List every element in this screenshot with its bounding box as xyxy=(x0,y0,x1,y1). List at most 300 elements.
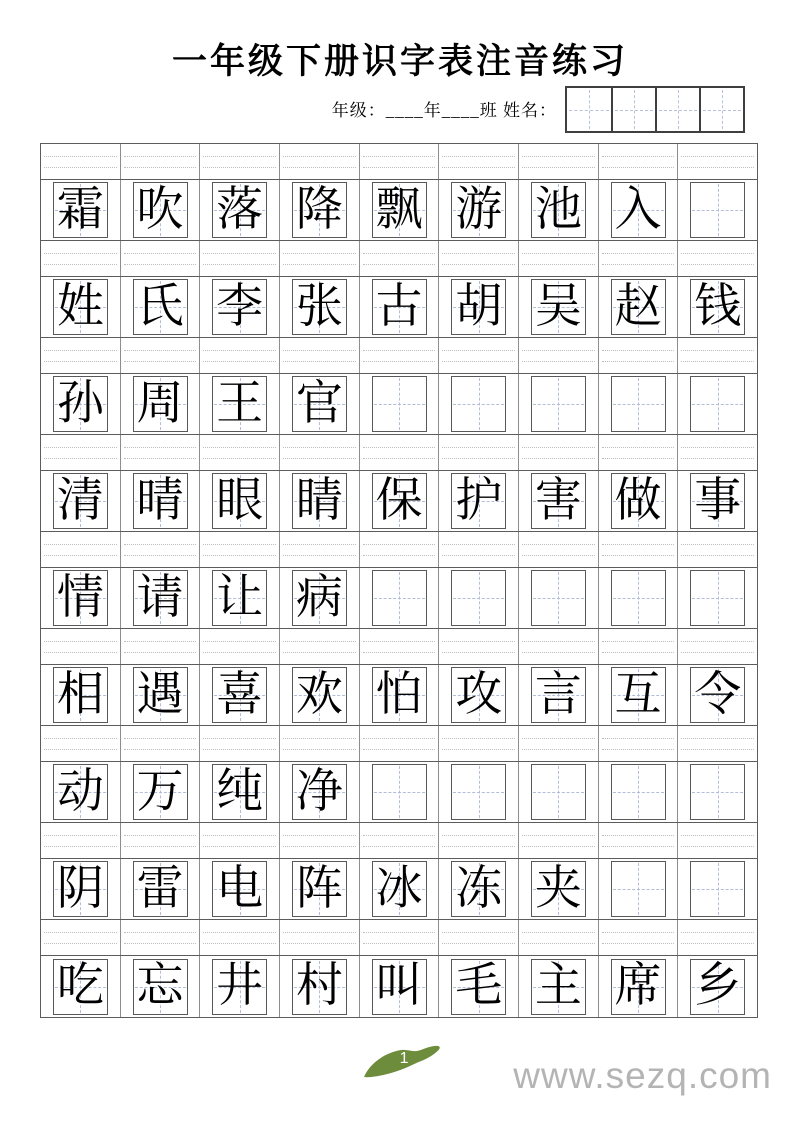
character-cell xyxy=(200,956,280,1017)
pinyin-row xyxy=(41,629,757,665)
tianzige-box xyxy=(372,959,427,1015)
character-glyph: 赵 xyxy=(614,280,662,333)
character-glyph: 主 xyxy=(534,960,582,1012)
character-glyph: 霜 xyxy=(56,183,104,236)
character-cell xyxy=(280,471,360,531)
pinyin-practice-cell xyxy=(200,823,280,858)
character-glyph: 令 xyxy=(694,668,742,721)
character-glyph: 孙 xyxy=(56,377,104,430)
tianzige-box xyxy=(133,959,188,1015)
character-glyph: 落 xyxy=(216,183,264,236)
tianzige-box xyxy=(53,570,108,626)
tianzige-box xyxy=(372,861,427,917)
character-cell xyxy=(280,568,360,628)
character-glyph: 冻 xyxy=(455,862,503,915)
tianzige-box xyxy=(292,570,347,626)
character-glyph: 池 xyxy=(534,183,582,236)
pinyin-practice-cell xyxy=(41,823,121,858)
pinyin-practice-cell xyxy=(519,338,599,373)
character-glyph: 净 xyxy=(295,765,343,818)
pinyin-practice-cell xyxy=(439,435,519,470)
character-glyph: 飘 xyxy=(375,183,423,236)
character-glyph: 遇 xyxy=(136,668,184,721)
tianzige-box xyxy=(212,182,267,238)
character-cell xyxy=(439,762,519,822)
page-title: 一年级下册识字表注音练习 xyxy=(171,42,628,81)
pinyin-practice-cell xyxy=(41,726,121,761)
character-cell xyxy=(599,374,679,434)
character-cell xyxy=(41,859,121,919)
pinyin-row xyxy=(41,532,757,568)
pinyin-practice-cell xyxy=(678,532,757,567)
character-cell xyxy=(678,568,757,628)
character-glyph: 李 xyxy=(216,280,264,333)
tianzige-box xyxy=(212,376,267,432)
pinyin-practice-cell xyxy=(41,629,121,664)
pinyin-practice-cell xyxy=(439,144,519,179)
character-glyph: 眼 xyxy=(216,474,264,527)
character-row xyxy=(41,277,757,338)
pinyin-practice-cell xyxy=(360,338,440,373)
character-cell xyxy=(280,665,360,725)
character-glyph: 王 xyxy=(216,377,264,430)
character-glyph: 晴 xyxy=(136,474,184,527)
character-cell xyxy=(678,665,757,725)
pinyin-practice-cell xyxy=(280,726,360,761)
character-cell xyxy=(360,956,440,1017)
pinyin-practice-cell xyxy=(519,726,599,761)
pinyin-practice-cell xyxy=(439,338,519,373)
pinyin-practice-cell xyxy=(200,435,280,470)
character-cell xyxy=(280,859,360,919)
character-glyph: 吃 xyxy=(56,960,104,1012)
character-cell xyxy=(121,471,201,531)
pinyin-practice-cell xyxy=(439,920,519,955)
character-glyph: 降 xyxy=(295,183,343,236)
pinyin-practice-cell xyxy=(439,241,519,276)
character-cell xyxy=(678,277,757,337)
character-cell xyxy=(360,568,440,628)
pinyin-row xyxy=(41,144,757,180)
pinyin-practice-cell xyxy=(121,532,201,567)
character-glyph: 害 xyxy=(534,474,582,527)
pinyin-row xyxy=(41,435,757,471)
pinyin-practice-cell xyxy=(439,726,519,761)
character-glyph: 雷 xyxy=(136,862,184,915)
pinyin-practice-cell xyxy=(121,241,201,276)
tianzige-box xyxy=(53,473,108,529)
pinyin-practice-cell xyxy=(121,435,201,470)
pinyin-practice-cell xyxy=(519,629,599,664)
pinyin-practice-cell xyxy=(280,920,360,955)
character-glyph: 怕 xyxy=(375,668,423,721)
tianzige-box xyxy=(292,182,347,238)
pinyin-practice-cell xyxy=(599,823,679,858)
character-glyph: 姓 xyxy=(56,280,104,333)
character-cell xyxy=(200,374,280,434)
character-glyph: 攻 xyxy=(455,668,503,721)
tianzige-box xyxy=(611,861,666,917)
name-character-box xyxy=(699,88,743,131)
tianzige-box xyxy=(212,473,267,529)
tianzige-box xyxy=(451,279,506,335)
pinyin-practice-cell xyxy=(599,435,679,470)
pinyin-practice-cell xyxy=(599,241,679,276)
tianzige-box xyxy=(292,376,347,432)
name-character-box xyxy=(567,88,611,131)
pinyin-practice-cell xyxy=(519,144,599,179)
pinyin-practice-cell xyxy=(200,338,280,373)
pinyin-practice-cell xyxy=(360,435,440,470)
pinyin-practice-cell xyxy=(599,532,679,567)
pinyin-practice-cell xyxy=(41,241,121,276)
tianzige-box xyxy=(372,667,427,723)
pinyin-practice-cell xyxy=(121,726,201,761)
character-cell xyxy=(41,665,121,725)
character-row xyxy=(41,859,757,920)
pinyin-practice-cell xyxy=(519,532,599,567)
character-cell xyxy=(200,859,280,919)
character-cell xyxy=(41,180,121,240)
character-glyph: 忘 xyxy=(136,960,184,1012)
pinyin-practice-cell xyxy=(678,241,757,276)
character-cell xyxy=(200,762,280,822)
tianzige-box xyxy=(53,667,108,723)
character-cell xyxy=(200,665,280,725)
character-glyph: 吹 xyxy=(136,183,184,236)
pinyin-practice-cell xyxy=(678,435,757,470)
pinyin-practice-cell xyxy=(360,920,440,955)
character-cell xyxy=(280,374,360,434)
character-cell xyxy=(439,471,519,531)
tianzige-box xyxy=(133,570,188,626)
name-character-box xyxy=(611,88,655,131)
tianzige-box xyxy=(531,959,586,1015)
tianzige-box xyxy=(690,376,745,432)
tianzige-box xyxy=(531,279,586,335)
tianzige-box xyxy=(133,279,188,335)
pinyin-practice-cell xyxy=(360,241,440,276)
pinyin-practice-cell xyxy=(599,338,679,373)
pinyin-row xyxy=(41,241,757,277)
pinyin-practice-cell xyxy=(200,144,280,179)
character-cell xyxy=(439,665,519,725)
character-cell xyxy=(41,374,121,434)
tianzige-box xyxy=(372,764,427,820)
pinyin-practice-cell xyxy=(439,629,519,664)
character-glyph: 古 xyxy=(375,280,423,333)
character-glyph: 乡 xyxy=(694,960,742,1012)
tianzige-box xyxy=(212,279,267,335)
character-glyph: 请 xyxy=(136,571,184,624)
tianzige-box xyxy=(531,764,586,820)
pinyin-practice-cell xyxy=(678,144,757,179)
pinyin-practice-cell xyxy=(200,629,280,664)
pinyin-practice-cell xyxy=(41,435,121,470)
character-glyph: 纯 xyxy=(216,765,264,818)
character-cell xyxy=(599,180,679,240)
character-cell xyxy=(121,277,201,337)
character-cell xyxy=(121,568,201,628)
pinyin-practice-cell xyxy=(678,726,757,761)
tianzige-box xyxy=(611,764,666,820)
pinyin-row xyxy=(41,823,757,859)
character-cell xyxy=(41,471,121,531)
student-info-row xyxy=(332,86,745,133)
tianzige-box xyxy=(690,667,745,723)
watermark: www.sezq.com xyxy=(513,1055,772,1096)
tianzige-box xyxy=(690,959,745,1015)
tianzige-box xyxy=(611,959,666,1015)
character-cell xyxy=(519,665,599,725)
pinyin-practice-cell xyxy=(200,920,280,955)
tianzige-box xyxy=(53,376,108,432)
character-row xyxy=(41,762,757,823)
pinyin-practice-cell xyxy=(360,532,440,567)
tianzige-box xyxy=(212,959,267,1015)
character-cell xyxy=(280,956,360,1017)
pinyin-practice-cell xyxy=(519,241,599,276)
tianzige-box xyxy=(292,861,347,917)
character-glyph: 井 xyxy=(216,960,264,1012)
tianzige-box xyxy=(531,570,586,626)
tianzige-box xyxy=(372,473,427,529)
tianzige-box xyxy=(212,667,267,723)
tianzige-box xyxy=(611,376,666,432)
character-cell xyxy=(41,568,121,628)
pinyin-practice-cell xyxy=(280,532,360,567)
character-glyph: 钱 xyxy=(694,280,742,333)
tianzige-box xyxy=(451,570,506,626)
pinyin-practice-cell xyxy=(678,823,757,858)
character-cell xyxy=(360,665,440,725)
character-cell xyxy=(519,374,599,434)
character-glyph: 动 xyxy=(56,765,104,818)
pinyin-practice-cell xyxy=(599,629,679,664)
tianzige-box xyxy=(690,182,745,238)
character-glyph: 入 xyxy=(614,183,662,236)
character-glyph: 毛 xyxy=(455,960,503,1012)
character-cell xyxy=(519,956,599,1017)
tianzige-box xyxy=(292,764,347,820)
pinyin-practice-cell xyxy=(121,144,201,179)
character-glyph: 清 xyxy=(56,474,104,527)
tianzige-box xyxy=(451,473,506,529)
character-cell xyxy=(121,665,201,725)
tianzige-box xyxy=(611,182,666,238)
character-row xyxy=(41,180,757,241)
pinyin-practice-cell xyxy=(41,532,121,567)
pinyin-practice-cell xyxy=(599,144,679,179)
character-glyph: 互 xyxy=(614,668,662,721)
tianzige-box xyxy=(53,959,108,1015)
tianzige-box xyxy=(531,473,586,529)
tianzige-box xyxy=(451,182,506,238)
character-cell xyxy=(41,277,121,337)
tianzige-box xyxy=(372,376,427,432)
pinyin-practice-cell xyxy=(599,920,679,955)
character-glyph: 言 xyxy=(534,668,582,721)
pinyin-practice-cell xyxy=(280,241,360,276)
pinyin-practice-cell xyxy=(519,920,599,955)
character-cell xyxy=(599,956,679,1017)
character-glyph: 让 xyxy=(216,571,264,624)
pinyin-practice-cell xyxy=(280,629,360,664)
character-cell xyxy=(439,374,519,434)
character-cell xyxy=(439,568,519,628)
character-glyph: 病 xyxy=(295,571,343,624)
tianzige-box xyxy=(690,279,745,335)
character-glyph: 氏 xyxy=(136,280,184,333)
character-cell xyxy=(280,180,360,240)
tianzige-box xyxy=(531,667,586,723)
character-glyph: 电 xyxy=(216,862,264,915)
pinyin-practice-cell xyxy=(280,823,360,858)
name-character-box xyxy=(655,88,699,131)
character-cell xyxy=(678,956,757,1017)
tianzige-box xyxy=(53,279,108,335)
character-glyph: 席 xyxy=(614,960,662,1012)
character-glyph: 阴 xyxy=(56,862,104,915)
pinyin-practice-cell xyxy=(519,435,599,470)
character-cell xyxy=(200,277,280,337)
pinyin-practice-cell xyxy=(360,629,440,664)
character-glyph: 夹 xyxy=(534,862,582,915)
tianzige-box xyxy=(372,279,427,335)
character-glyph: 胡 xyxy=(455,280,503,333)
tianzige-box xyxy=(531,861,586,917)
page-number-leaf xyxy=(361,1043,445,1081)
character-glyph: 村 xyxy=(295,960,343,1012)
tianzige-box xyxy=(372,182,427,238)
character-cell xyxy=(360,762,440,822)
character-row xyxy=(41,471,757,532)
pinyin-practice-cell xyxy=(280,338,360,373)
page-number: 1 xyxy=(399,1049,409,1067)
tianzige-box xyxy=(451,959,506,1015)
character-cell xyxy=(439,180,519,240)
pinyin-practice-cell xyxy=(678,338,757,373)
character-glyph: 睛 xyxy=(295,474,343,527)
tianzige-box xyxy=(133,764,188,820)
character-glyph: 叫 xyxy=(375,960,423,1012)
tianzige-box xyxy=(53,861,108,917)
character-cell xyxy=(519,859,599,919)
character-glyph: 相 xyxy=(56,668,104,721)
pinyin-practice-cell xyxy=(439,532,519,567)
character-cell xyxy=(439,859,519,919)
tianzige-box xyxy=(611,279,666,335)
character-row xyxy=(41,956,757,1017)
tianzige-box xyxy=(133,182,188,238)
character-cell xyxy=(360,859,440,919)
pinyin-practice-cell xyxy=(519,823,599,858)
character-cell xyxy=(360,374,440,434)
tianzige-box xyxy=(531,376,586,432)
tianzige-box xyxy=(611,473,666,529)
pinyin-practice-cell xyxy=(200,532,280,567)
character-cell xyxy=(599,471,679,531)
tianzige-box xyxy=(611,667,666,723)
character-cell xyxy=(280,762,360,822)
character-cell xyxy=(599,277,679,337)
character-cell xyxy=(519,471,599,531)
tianzige-box xyxy=(133,473,188,529)
character-glyph: 保 xyxy=(375,474,423,527)
pinyin-practice-cell xyxy=(200,241,280,276)
pinyin-practice-cell xyxy=(121,338,201,373)
tianzige-box xyxy=(690,764,745,820)
tianzige-box xyxy=(292,959,347,1015)
tianzige-box xyxy=(212,861,267,917)
character-cell xyxy=(439,277,519,337)
pinyin-practice-cell xyxy=(121,629,201,664)
tianzige-box xyxy=(690,570,745,626)
character-pinyin-practice-table xyxy=(40,143,758,1018)
character-glyph: 欢 xyxy=(295,668,343,721)
character-glyph: 护 xyxy=(455,474,503,527)
grade-class-name-label: 年级：____年____班 姓名： xyxy=(331,101,557,120)
character-cell xyxy=(599,568,679,628)
character-cell xyxy=(41,956,121,1017)
tianzige-box xyxy=(53,182,108,238)
tianzige-box xyxy=(133,861,188,917)
tianzige-box xyxy=(53,764,108,820)
tianzige-box xyxy=(611,570,666,626)
character-cell xyxy=(519,277,599,337)
character-cell xyxy=(121,762,201,822)
character-glyph: 周 xyxy=(136,377,184,430)
character-cell xyxy=(200,568,280,628)
character-glyph: 做 xyxy=(614,474,662,527)
character-row xyxy=(41,665,757,726)
pinyin-practice-cell xyxy=(41,338,121,373)
tianzige-box xyxy=(133,376,188,432)
character-glyph: 万 xyxy=(136,765,184,818)
pinyin-practice-cell xyxy=(200,726,280,761)
character-cell xyxy=(360,180,440,240)
pinyin-practice-cell xyxy=(280,435,360,470)
character-cell xyxy=(41,762,121,822)
tianzige-box xyxy=(451,861,506,917)
tianzige-box xyxy=(292,279,347,335)
character-cell xyxy=(121,859,201,919)
pinyin-practice-cell xyxy=(121,823,201,858)
tianzige-box xyxy=(212,764,267,820)
character-cell xyxy=(678,762,757,822)
character-glyph: 冰 xyxy=(375,862,423,915)
character-cell xyxy=(439,956,519,1017)
pinyin-practice-cell xyxy=(360,726,440,761)
tianzige-box xyxy=(690,473,745,529)
character-cell xyxy=(678,471,757,531)
character-glyph: 吴 xyxy=(534,280,582,333)
tianzige-box xyxy=(531,182,586,238)
character-cell xyxy=(200,180,280,240)
pinyin-practice-cell xyxy=(678,920,757,955)
character-cell xyxy=(280,277,360,337)
character-cell xyxy=(519,762,599,822)
character-cell xyxy=(678,859,757,919)
character-cell xyxy=(121,956,201,1017)
tianzige-box xyxy=(690,861,745,917)
pinyin-practice-cell xyxy=(41,144,121,179)
pinyin-practice-cell xyxy=(439,823,519,858)
character-cell xyxy=(360,471,440,531)
tianzige-box xyxy=(451,667,506,723)
character-cell xyxy=(519,568,599,628)
pinyin-practice-cell xyxy=(121,920,201,955)
